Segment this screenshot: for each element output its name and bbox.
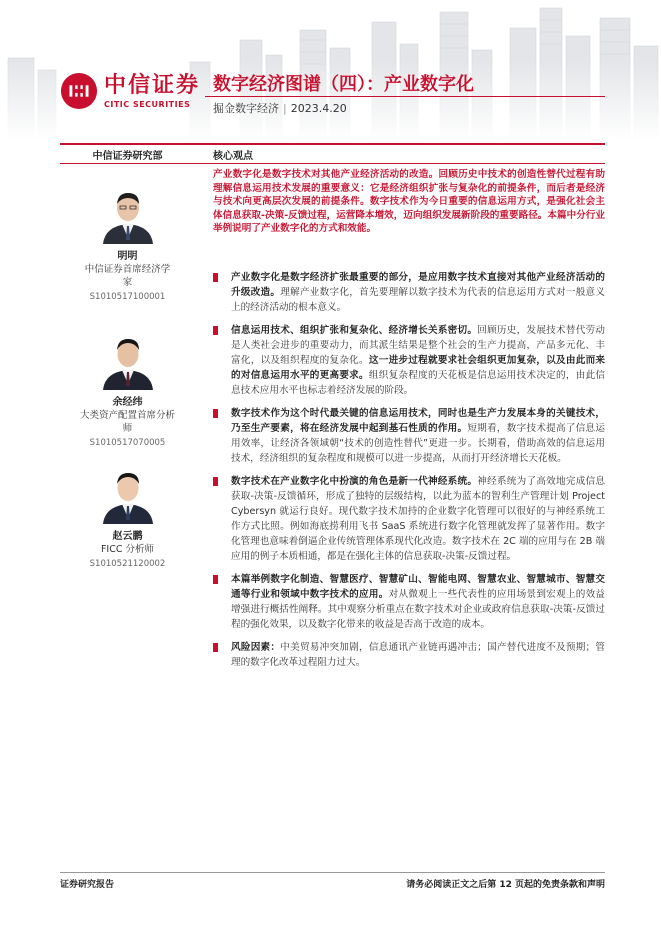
bullet-marker — [213, 409, 218, 418]
key-point-bold-2: 这一进步过程就要求社会组织更加复杂，以及由此而来的对信息运用水平的更高要求。 — [231, 355, 606, 381]
key-point-bold: 风险因素： — [231, 642, 281, 653]
key-views-header: 核心观点 — [213, 151, 253, 162]
bullet-marker — [213, 477, 218, 486]
key-point-bold: 产业数字化是数字经济扩张最重要的部分，是应用数字技术直接对其他产业经济活动的升级改造。 — [231, 272, 605, 298]
key-point-text: 神经系统为了高效地完成信息获取-决策-反馈循环，形成了独特的层级结构，以此为蓝本的智利生产管理计划 Project Cybersyn 就运行良好。现代数字技术加持的企业数字化管理可以很好的与神经系统工作方式比照。例如海底捞利用飞书 SaaS 系统进行数字化管理就发挥了显著作用。数字化管理也意味着倒逼企业传统管理体系现代化改造。数字技术在 2C 端的应用与在 2B 端应用的例子本质相通，都是在强化主体的信息获取-决策-反馈过程。 — [231, 476, 606, 562]
analyst-title: 中信证券首席经济学家 — [84, 264, 171, 288]
key-point-text: 回顾历史，发展技术替代劳动是人类社会进步的重要动力，而其派生结果是整个社会的生产力提高，产品多元化、丰富化，以及组织程度的复杂化。 — [231, 325, 606, 366]
report-title: 数字经济图谱（四）：产业数字化 — [213, 74, 474, 95]
key-point-bold: 数字技术在产业数字化中扮演的角色是新一代神经系统。 — [231, 476, 478, 487]
key-point — [213, 474, 605, 564]
footer-disclaimer: 请务必阅读正文之后第 12 页起的免责条款和声明 — [406, 880, 605, 890]
key-point — [213, 323, 605, 398]
analyst-name: 明明 — [117, 251, 138, 262]
key-point-text: 短期看，数字技术提高了信息运用效率，让经济各领域朝“技术的创造性替代”更进一步。长期看，借助高效的信息运用技术，经济组织的复杂程度和规模可以进一步提高，从而打开经济增长天花板。 — [231, 423, 606, 464]
key-point-bold: 信息运用技术、组织扩张和复杂化、经济增长关系密切。 — [231, 325, 478, 336]
key-point — [213, 406, 605, 466]
separator: | — [283, 102, 287, 115]
key-point-text: 中美贸易冲突加剧，信息通讯产业链再遇冲击；国产替代进度不及预期；管理的数字化改革过程阻力过大。 — [231, 642, 606, 668]
title-divider — [205, 96, 605, 97]
analyst-card — [60, 462, 195, 571]
bullet-marker — [213, 643, 218, 652]
summary-lead: 产业数字化是数字技术对其他产业经济活动的改造。回顾历史中技术的创造性替代过程有助理解信息运用技术发展的重要意义：它是经济组织扩张与复杂化的前提条件，而后者是经济与技术向更高层次发展的前提条件。数字技术作为今日重要的信息运用方式，是强化社会主体信息获取-决策-反馈过程，运营降本增效，迈向组织发展新阶段的重要路径。本篇中分行业举例说明了产业数字化的方式和效能。 — [213, 169, 605, 234]
key-points-list — [213, 270, 605, 678]
analyst-license-id: S1010521120002 — [89, 559, 166, 569]
analyst-name: 余经纬 — [112, 397, 143, 408]
analyst-photo — [97, 328, 159, 390]
research-dept-header: 中信证券研究部 — [92, 151, 163, 162]
brand-name-en: CITIC SECURITIES — [104, 99, 191, 109]
citic-logo-icon — [60, 72, 98, 110]
key-point — [213, 572, 605, 632]
analyst-title: 大类资产配置首席分析师 — [79, 410, 175, 434]
bullet-marker — [213, 575, 218, 584]
section-top-rule — [60, 143, 605, 145]
bullet-marker — [213, 326, 218, 335]
bullet-marker — [213, 273, 218, 282]
analyst-license-id: S1010517100001 — [89, 292, 166, 302]
analyst-title: FICC 分析师 — [100, 544, 155, 555]
key-point-bold: 数字技术作为这个时代最关键的信息运用技术，同时也是生产力发展本身的关键技术，乃至生产要素，将在经济发展中起到基石性质的作用。 — [231, 408, 605, 434]
key-point-text: 对从微观上一些代表性的应用场景到宏观上的效益增强进行概括性阐释。其中观察分析重点在数字技术对企业或政府信息获取-决策-反馈过程的强化效果，以及数字化带来的收益是否高于改造的成本。 — [231, 589, 606, 630]
section-header-rule — [60, 163, 605, 164]
key-point-text-2: 组织复杂程度的天花板是信息运用技术决定的，由此信息技术应用水平也标志着经济发展的阶段。 — [231, 370, 606, 396]
analyst-photo — [97, 462, 159, 524]
analyst-photo — [97, 182, 159, 244]
key-point — [213, 270, 605, 315]
key-point — [213, 640, 605, 670]
analyst-license-id: S1010517070005 — [89, 438, 166, 448]
footer-divider — [60, 872, 605, 873]
analyst-name: 赵云鹏 — [112, 531, 143, 542]
key-point-bold: 本篇举例数字化制造、智慧医疗、智慧矿山、智能电网、智慧农业、智慧城市、智慧交通等行业和领域中数字技术的应用。 — [231, 574, 605, 600]
analyst-card — [60, 328, 195, 450]
brand-name-cn: 中信证券 — [104, 72, 201, 98]
report-series: 掘金数字经济 — [213, 102, 279, 115]
report-date: 2023.4.20 — [290, 102, 347, 115]
key-point-text: 理解产业数字化，首先要理解以数字技术为代表的信息运用方式对一般意义上的经济活动的根本意义。 — [231, 287, 606, 313]
footer-report-type: 证券研究报告 — [60, 880, 115, 890]
brand-logo — [60, 72, 200, 110]
analyst-card — [60, 182, 195, 304]
report-subline — [213, 100, 347, 116]
